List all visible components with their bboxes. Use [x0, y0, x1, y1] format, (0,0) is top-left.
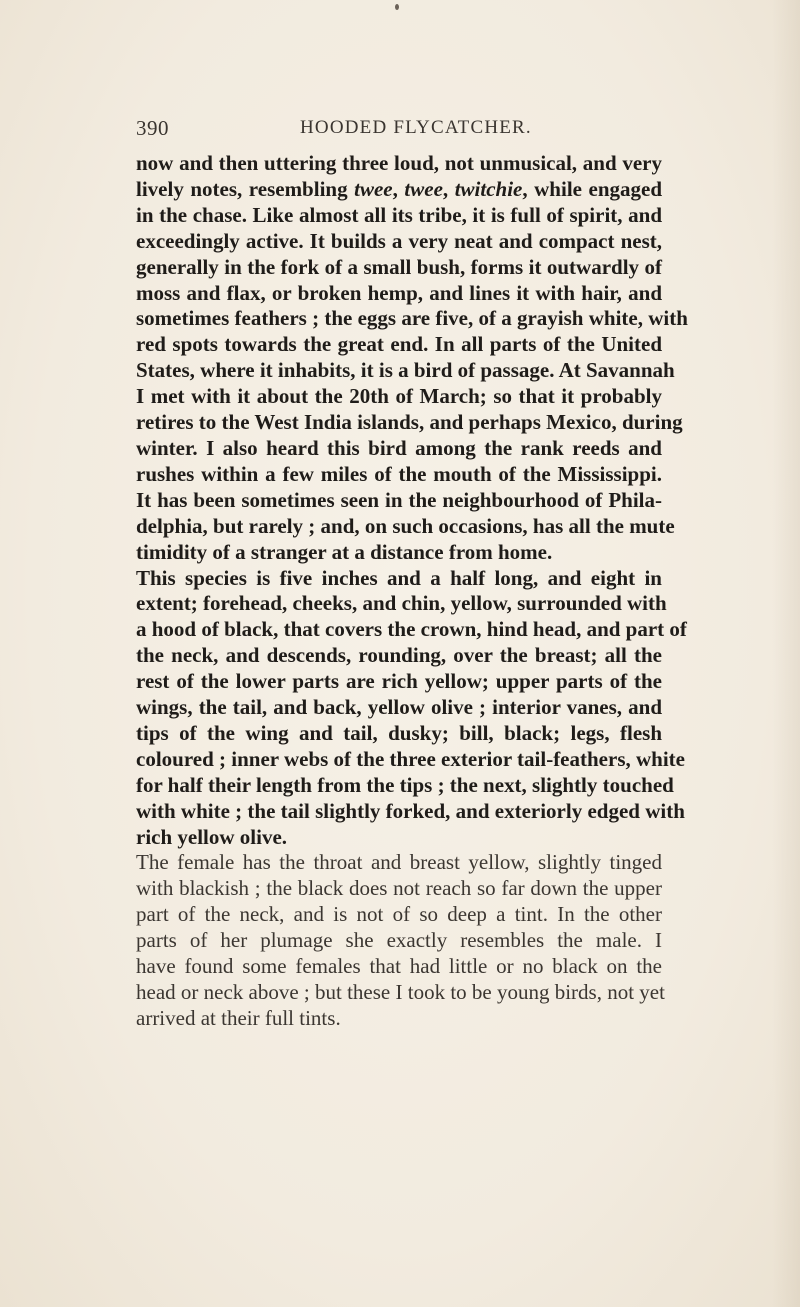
- text-line: for half their length from the tips ; the next, slightly touched: [136, 772, 674, 797]
- paragraph-2: [136, 565, 687, 851]
- text-line: a hood of black, that covers the crown, hind head, and part of: [136, 617, 687, 642]
- text-line: delphia, but rarely ; and, on such occasions, has all the mute: [136, 513, 675, 538]
- text-line: parts of her plumage she exactly resembles the male. I: [136, 928, 662, 953]
- text-line: lively notes, resembling twee, twee, twitchie, while engaged: [136, 176, 663, 201]
- paragraph-3: [136, 850, 665, 1031]
- song-word-2: twee: [404, 176, 443, 201]
- text-line: The female has the throat and breast yellow, slightly tinged: [136, 850, 662, 875]
- text-line: moss and flax, or broken hemp, and lines it with hair, and: [136, 280, 662, 305]
- text-line: the neck, and descends, rounding, over the breast; all the: [136, 643, 662, 668]
- text-line: It has been sometimes seen in the neighbourhood of Phila-: [136, 487, 662, 512]
- text-line: rushes within a few miles of the mouth of the Mississippi.: [136, 461, 662, 486]
- text-line: timidity of a stranger at a distance from home.: [136, 539, 553, 564]
- text-line: sometimes feathers ; the eggs are five, of a grayish white, with: [136, 306, 688, 331]
- text-line: rest of the lower parts are rich yellow; upper parts of the: [136, 669, 662, 694]
- song-word-3: twitchie: [454, 176, 523, 201]
- text-line: red spots towards the great end. In all parts of the United: [136, 332, 662, 357]
- text-line: have found some females that had little or no black on the: [136, 954, 662, 979]
- text-line: extent; forehead, cheeks, and chin, yellow, surrounded with: [136, 591, 667, 616]
- text-line: rich yellow olive.: [136, 824, 288, 849]
- text-line: I met with it about the 20th of March; so that it probably: [136, 384, 662, 409]
- text-line: head or neck above ; but these I took to be young birds, not yet: [136, 980, 665, 1004]
- text-line: with white ; the tail slightly forked, and exteriorly edged with: [136, 798, 685, 823]
- song-word-1: twee: [354, 176, 393, 201]
- text-line: retires to the West India islands, and perhaps Mexico, during: [136, 410, 683, 435]
- text-line: States, where it inhabits, it is a bird of passage. At Savannah: [136, 358, 675, 383]
- body-text: [136, 151, 688, 1032]
- page-number: 390: [136, 116, 169, 140]
- text-line: arrived at their full tints.: [136, 1005, 341, 1030]
- running-head: HOODED FLYCATCHER.: [300, 117, 532, 138]
- text-line: in the chase. Like almost all its tribe, it is full of spirit, and: [136, 202, 662, 227]
- text-line: This species is five inches and a half long, and eight in: [136, 565, 662, 590]
- text-line: winter. I also heard this bird among the rank reeds and: [136, 435, 662, 460]
- text-line: part of the neck, and is not of so deep a tint. In the other: [136, 902, 662, 927]
- text-line: tips of the wing and tail, dusky; bill, black; legs, flesh: [136, 720, 662, 745]
- text-line: exceedingly active. It builds a very neat and compact nest,: [136, 228, 662, 253]
- text-line: coloured ; inner webs of the three exterior tail-feathers, white: [136, 746, 685, 771]
- text-line: generally in the fork of a small bush, forms it outwardly of: [136, 254, 662, 279]
- text-line: with blackish ; the black does not reach so far down the upper: [136, 876, 662, 901]
- paragraph-1: [136, 151, 688, 566]
- text-line: now and then uttering three loud, not unmusical, and very: [136, 151, 662, 175]
- text-line: wings, the tail, and back, yellow olive ; interior vanes, and: [136, 695, 662, 720]
- ink-speck: [395, 4, 399, 10]
